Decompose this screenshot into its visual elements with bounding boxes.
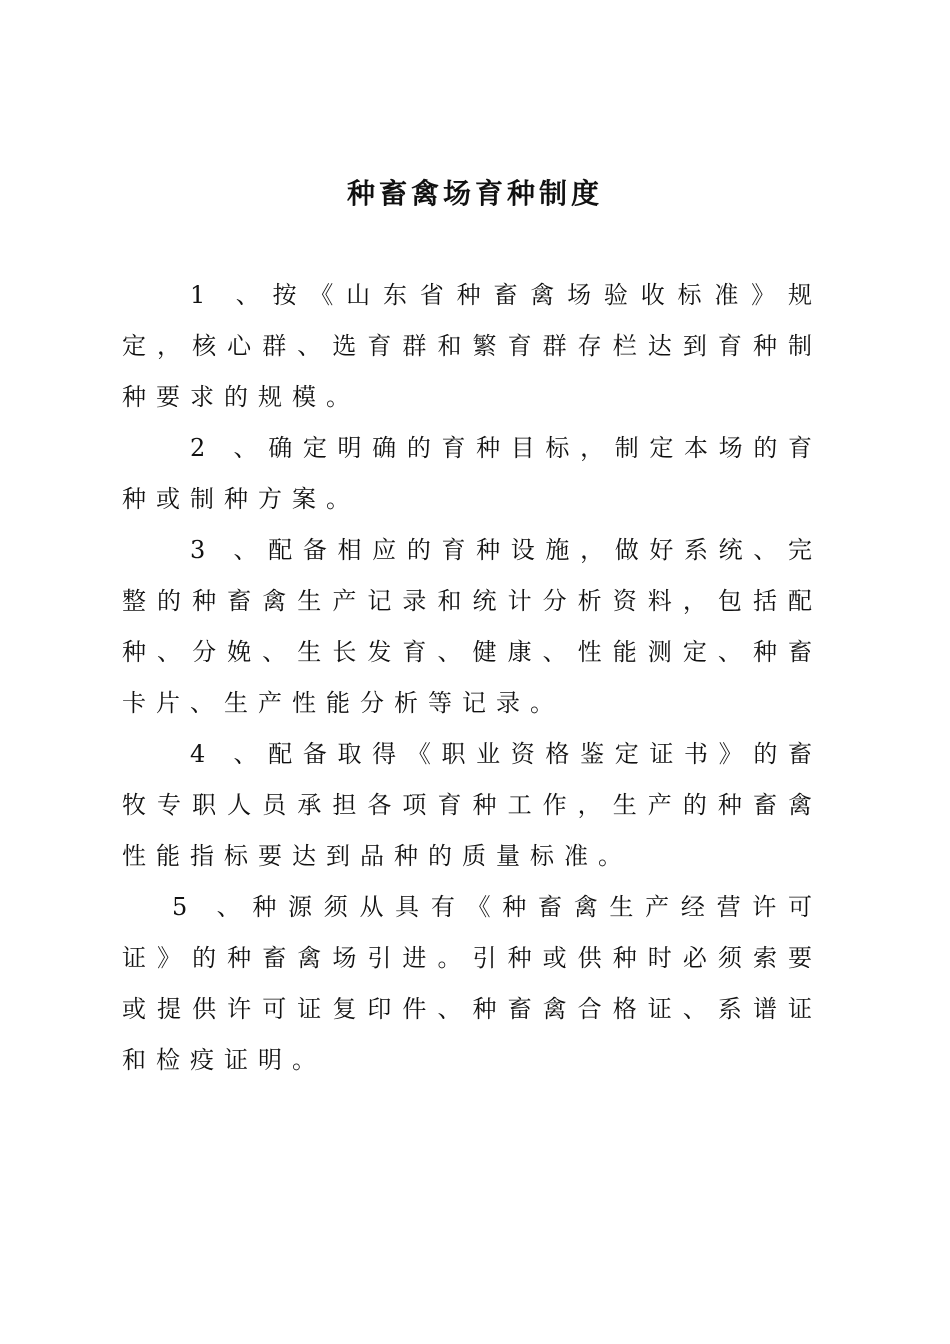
document-title: 种畜禽场育种制度 [346,177,603,210]
paragraph-1: 1 、按《山东省种畜禽场验收标准》规定，核心群、选育群和繁育群存栏达到育种制种要求的规模。 [122,281,822,411]
paragraph-3: 3 、配备相应的育种设施，做好系统、完整的种畜禽生产记录和统计分析资料，包括配种、分娩、生长发育、健康、性能测定、种畜卡片、生产性能分析等记录。 [122,536,822,717]
paragraph-4: 4 、配备取得《职业资格鉴定证书》的畜牧专职人员承担各项育种工作，生产的种畜禽性能指标要达到品种的质量标准。 [122,740,822,870]
paragraph-2: 2 、确定明确的育种目标，制定本场的育种或制种方案。 [122,434,822,513]
paragraph-5: 5 、种源须从具有《种畜禽生产经营许可证》的种畜禽场引进。引种或供种时必须索要或提供许可证复印件、种畜禽合格证、系谱证和检疫证明。 [122,893,822,1074]
document-body [122,270,822,1086]
